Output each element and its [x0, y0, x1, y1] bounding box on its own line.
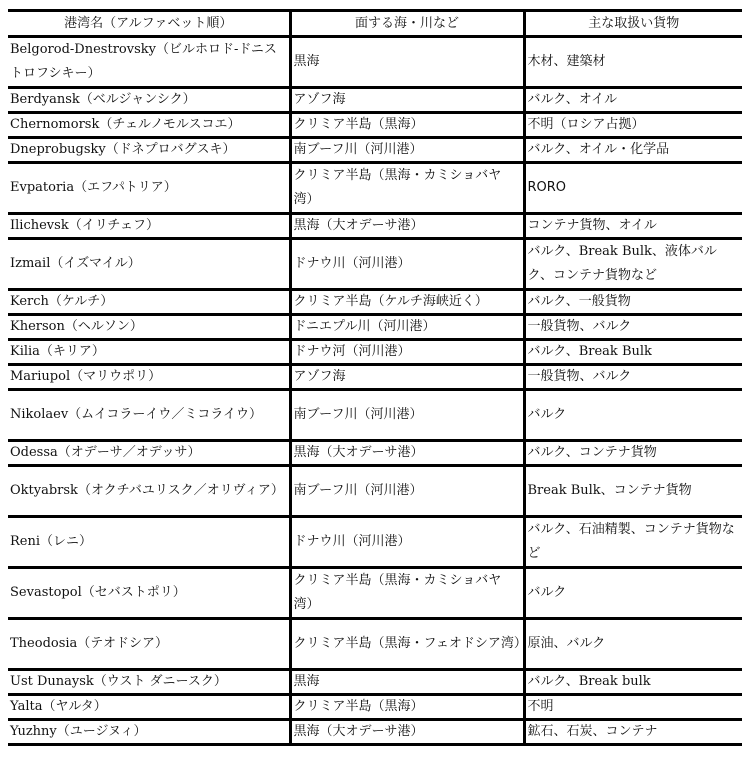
port-name-cell: Sevastopol（セバストポリ） [8, 568, 290, 619]
water-cell: 南ブーフ川（河川港） [290, 466, 524, 517]
cargo-cell: 一般貨物、バルク [524, 315, 742, 340]
water-cell: クリミア半島（黒海・フェオドシア湾） [290, 619, 524, 670]
cargo-cell: 不明（ロシア占拠） [524, 113, 742, 138]
cargo-cell: バルク、コンテナ貨物 [524, 441, 742, 466]
port-name-cell: Belgorod-Dnestrovsky（ビルホロド-ドニストロフシキー） [8, 37, 290, 88]
table-row [8, 619, 742, 670]
port-name-cell: Ust Dunaysk（ウスト ダニースク） [8, 670, 290, 695]
water-cell: クリミア半島（黒海・カミショバヤ湾） [290, 568, 524, 619]
water-cell: アゾフ海 [290, 88, 524, 113]
table-row [8, 163, 742, 214]
cargo-cell: RORO [524, 163, 742, 214]
port-name-cell: Odessa（オデーサ／オデッサ） [8, 441, 290, 466]
water-cell: 黒海 [290, 37, 524, 88]
cargo-cell: バルク、Break Bulk、液体バルク、コンテナ貨物など [524, 239, 742, 290]
header-facing-water: 面する海・川など [290, 11, 524, 37]
table-row [8, 88, 742, 113]
table-row [8, 720, 742, 745]
water-cell: クリミア半島（黒海） [290, 113, 524, 138]
table-row [8, 214, 742, 239]
port-name-cell: Theodosia（テオドシア） [8, 619, 290, 670]
cargo-cell: 木材、建築材 [524, 37, 742, 88]
table-row [8, 568, 742, 619]
table-row [8, 315, 742, 340]
ukraine-ports-table [8, 9, 742, 746]
cargo-cell: バルク、オイル・化学品 [524, 138, 742, 163]
port-name-cell: Dneprobugsky（ドネプロバグスキ） [8, 138, 290, 163]
table-row [8, 37, 742, 88]
port-name-cell: Nikolaev（ムイコラーイウ／ミコライウ） [8, 390, 290, 441]
port-name-cell: Ilichevsk（イリチェフ） [8, 214, 290, 239]
cargo-cell: 不明 [524, 695, 742, 720]
cargo-cell: バルク [524, 568, 742, 619]
cargo-cell: 鉱石、石炭、コンテナ [524, 720, 742, 745]
water-cell: 黒海（大オデーサ港） [290, 214, 524, 239]
port-name-cell: Yalta（ヤルタ） [8, 695, 290, 720]
water-cell: ドナウ川（河川港） [290, 517, 524, 568]
cargo-cell: Break Bulk、コンテナ貨物 [524, 466, 742, 517]
port-name-cell: Yuzhny（ユージヌィ） [8, 720, 290, 745]
cargo-cell: バルク [524, 390, 742, 441]
port-name-cell: Mariupol（マリウポリ） [8, 365, 290, 390]
cargo-cell: バルク、Break Bulk [524, 340, 742, 365]
table-row [8, 466, 742, 517]
table-row [8, 290, 742, 315]
cargo-cell: バルク、石油精製、コンテナ貨物など [524, 517, 742, 568]
cargo-cell: バルク、オイル [524, 88, 742, 113]
table-row [8, 138, 742, 163]
port-name-cell: Oktyabrsk（オクチバユリスク／オリヴィア） [8, 466, 290, 517]
cargo-cell: コンテナ貨物、オイル [524, 214, 742, 239]
port-name-cell: Kerch（ケルチ） [8, 290, 290, 315]
header-row [8, 11, 742, 37]
water-cell: クリミア半島（黒海） [290, 695, 524, 720]
table-row [8, 239, 742, 290]
water-cell: 黒海（大オデーサ港） [290, 441, 524, 466]
water-cell: 南ブーフ川（河川港） [290, 390, 524, 441]
table-row [8, 670, 742, 695]
table-row [8, 390, 742, 441]
water-cell: アゾフ海 [290, 365, 524, 390]
table-row [8, 365, 742, 390]
port-name-cell: Evpatoria（エフパトリア） [8, 163, 290, 214]
port-name-cell: Chernomorsk（チェルノモルスコエ） [8, 113, 290, 138]
port-name-cell: Kherson（ヘルソン） [8, 315, 290, 340]
port-name-cell: Berdyansk（ベルジャンシク） [8, 88, 290, 113]
port-name-cell: Kilia（キリア） [8, 340, 290, 365]
cargo-cell: 一般貨物、バルク [524, 365, 742, 390]
water-cell: クリミア半島（ケルチ海峡近く） [290, 290, 524, 315]
water-cell: 黒海 [290, 670, 524, 695]
water-cell: 黒海（大オデーサ港） [290, 720, 524, 745]
table-row [8, 517, 742, 568]
table-row [8, 113, 742, 138]
water-cell: 南ブーフ川（河川港） [290, 138, 524, 163]
water-cell: ドナウ河（河川港） [290, 340, 524, 365]
header-main-cargo: 主な取扱い貨物 [524, 11, 742, 37]
cargo-cell: 原油、バルク [524, 619, 742, 670]
water-cell: ドニエプル川（河川港） [290, 315, 524, 340]
port-name-cell: Reni（レニ） [8, 517, 290, 568]
table-row [8, 695, 742, 720]
table-row [8, 340, 742, 365]
header-port-name: 港湾名（アルファベット順） [8, 11, 290, 37]
table-row [8, 441, 742, 466]
cargo-cell: バルク、一般貨物 [524, 290, 742, 315]
port-name-cell: Izmail（イズマイル） [8, 239, 290, 290]
cargo-cell: バルク、Break bulk [524, 670, 742, 695]
water-cell: クリミア半島（黒海・カミショバヤ湾） [290, 163, 524, 214]
water-cell: ドナウ川（河川港） [290, 239, 524, 290]
